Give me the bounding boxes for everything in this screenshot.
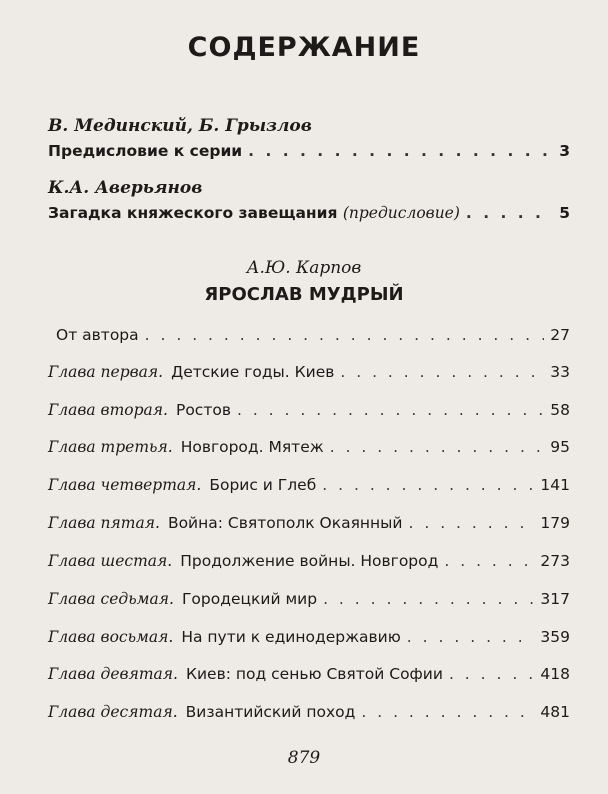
dot-leader — [248, 142, 550, 160]
front-entry-2 — [48, 204, 570, 228]
dot-leader — [340, 363, 544, 381]
entry-label — [48, 628, 401, 646]
dot-leader — [323, 590, 534, 608]
chapter-title: От автора — [56, 326, 139, 344]
page-number-ref: 95 — [550, 438, 570, 456]
page-number-ref: 27 — [550, 326, 570, 344]
toc-entry — [48, 514, 570, 538]
book-title: ЯРОСЛАВ МУДРЫЙ — [204, 284, 404, 305]
chapter-title: Городецкий мир — [181, 590, 318, 608]
page-number-ref: 5 — [559, 204, 570, 222]
entry-label — [48, 703, 355, 721]
page-number-ref: 481 — [540, 703, 570, 721]
toc-entry — [48, 628, 570, 652]
dot-leader — [449, 665, 534, 683]
entry-label — [48, 476, 316, 494]
page-footer-number: 879 — [287, 748, 321, 768]
chapter-title: На пути к единодержавию — [181, 628, 401, 646]
chapter-title: Византийский поход — [185, 703, 356, 721]
chapter-name: Глава третья. — [48, 438, 173, 456]
entry-label — [48, 401, 231, 419]
dot-leader — [322, 476, 534, 494]
chapter-name: Глава вторая. — [48, 401, 168, 419]
chapter-name: Глава четвертая. — [48, 476, 202, 494]
dot-leader — [408, 514, 534, 532]
dot-leader — [466, 204, 550, 222]
chapter-name: Глава десятая. — [48, 703, 178, 721]
page-number-ref: 141 — [540, 476, 570, 494]
front-entry-note: (предисловие) — [342, 204, 460, 222]
section-author: А.Ю. Карпов — [246, 258, 362, 278]
dot-leader — [444, 552, 534, 570]
page-number-ref: 33 — [550, 363, 570, 381]
chapter-name: Глава пятая. — [48, 514, 160, 532]
entry-label — [48, 665, 443, 683]
page-title: СОДЕРЖАНИЕ — [187, 32, 421, 63]
toc-entry — [48, 438, 570, 462]
dot-leader — [407, 628, 535, 646]
dot-leader — [361, 703, 534, 721]
dot-leader — [145, 326, 545, 344]
toc-entry — [48, 401, 570, 425]
front-entry-label: Предисловие к серии — [48, 142, 243, 160]
chapter-title: Борис и Глеб — [209, 476, 317, 494]
chapter-name: Глава седьмая. — [48, 590, 174, 608]
dot-leader — [237, 401, 544, 419]
front-entry-1 — [48, 142, 570, 166]
front-author-1: В. Мединский, Б. Грызлов — [48, 116, 312, 136]
page-number-ref: 58 — [550, 401, 570, 419]
chapter-title: Детские годы. Киев — [171, 363, 335, 381]
toc-entry — [48, 703, 570, 727]
toc-entry — [48, 590, 570, 614]
toc-entry — [48, 363, 570, 387]
page-number-ref: 359 — [540, 628, 570, 646]
dot-leader — [330, 438, 545, 456]
front-entry-label-wrap — [48, 204, 460, 222]
entry-label — [48, 514, 402, 532]
page-number-ref: 3 — [559, 142, 570, 160]
chapter-name: Глава восьмая. — [48, 628, 174, 646]
chapter-title: Продолжение войны. Новгород — [180, 552, 439, 570]
page-number-ref: 179 — [540, 514, 570, 532]
toc-entry — [48, 552, 570, 576]
chapter-title: Новгород. Мятеж — [180, 438, 324, 456]
chapter-title: Война: Святополк Окаянный — [167, 514, 403, 532]
page-number-ref: 418 — [540, 665, 570, 683]
toc-entry — [48, 476, 570, 500]
toc-entry — [48, 665, 570, 689]
toc-entry — [48, 326, 570, 350]
chapter-name: Глава первая. — [48, 363, 164, 381]
chapter-title: Киев: под сенью Святой Софии — [185, 665, 443, 683]
entry-label — [48, 438, 324, 456]
front-entry-label: Загадка княжеского завещания — [48, 204, 338, 222]
page-number-ref: 273 — [540, 552, 570, 570]
entry-label — [48, 326, 139, 344]
chapter-name: Глава девятая. — [48, 665, 178, 683]
chapter-name: Глава шестая. — [48, 552, 173, 570]
page-number-ref: 317 — [540, 590, 570, 608]
entry-label — [48, 590, 317, 608]
entry-label — [48, 363, 334, 381]
entry-label — [48, 552, 438, 570]
chapter-title: Ростов — [175, 401, 231, 419]
front-author-2: К.А. Аверьянов — [48, 178, 203, 198]
